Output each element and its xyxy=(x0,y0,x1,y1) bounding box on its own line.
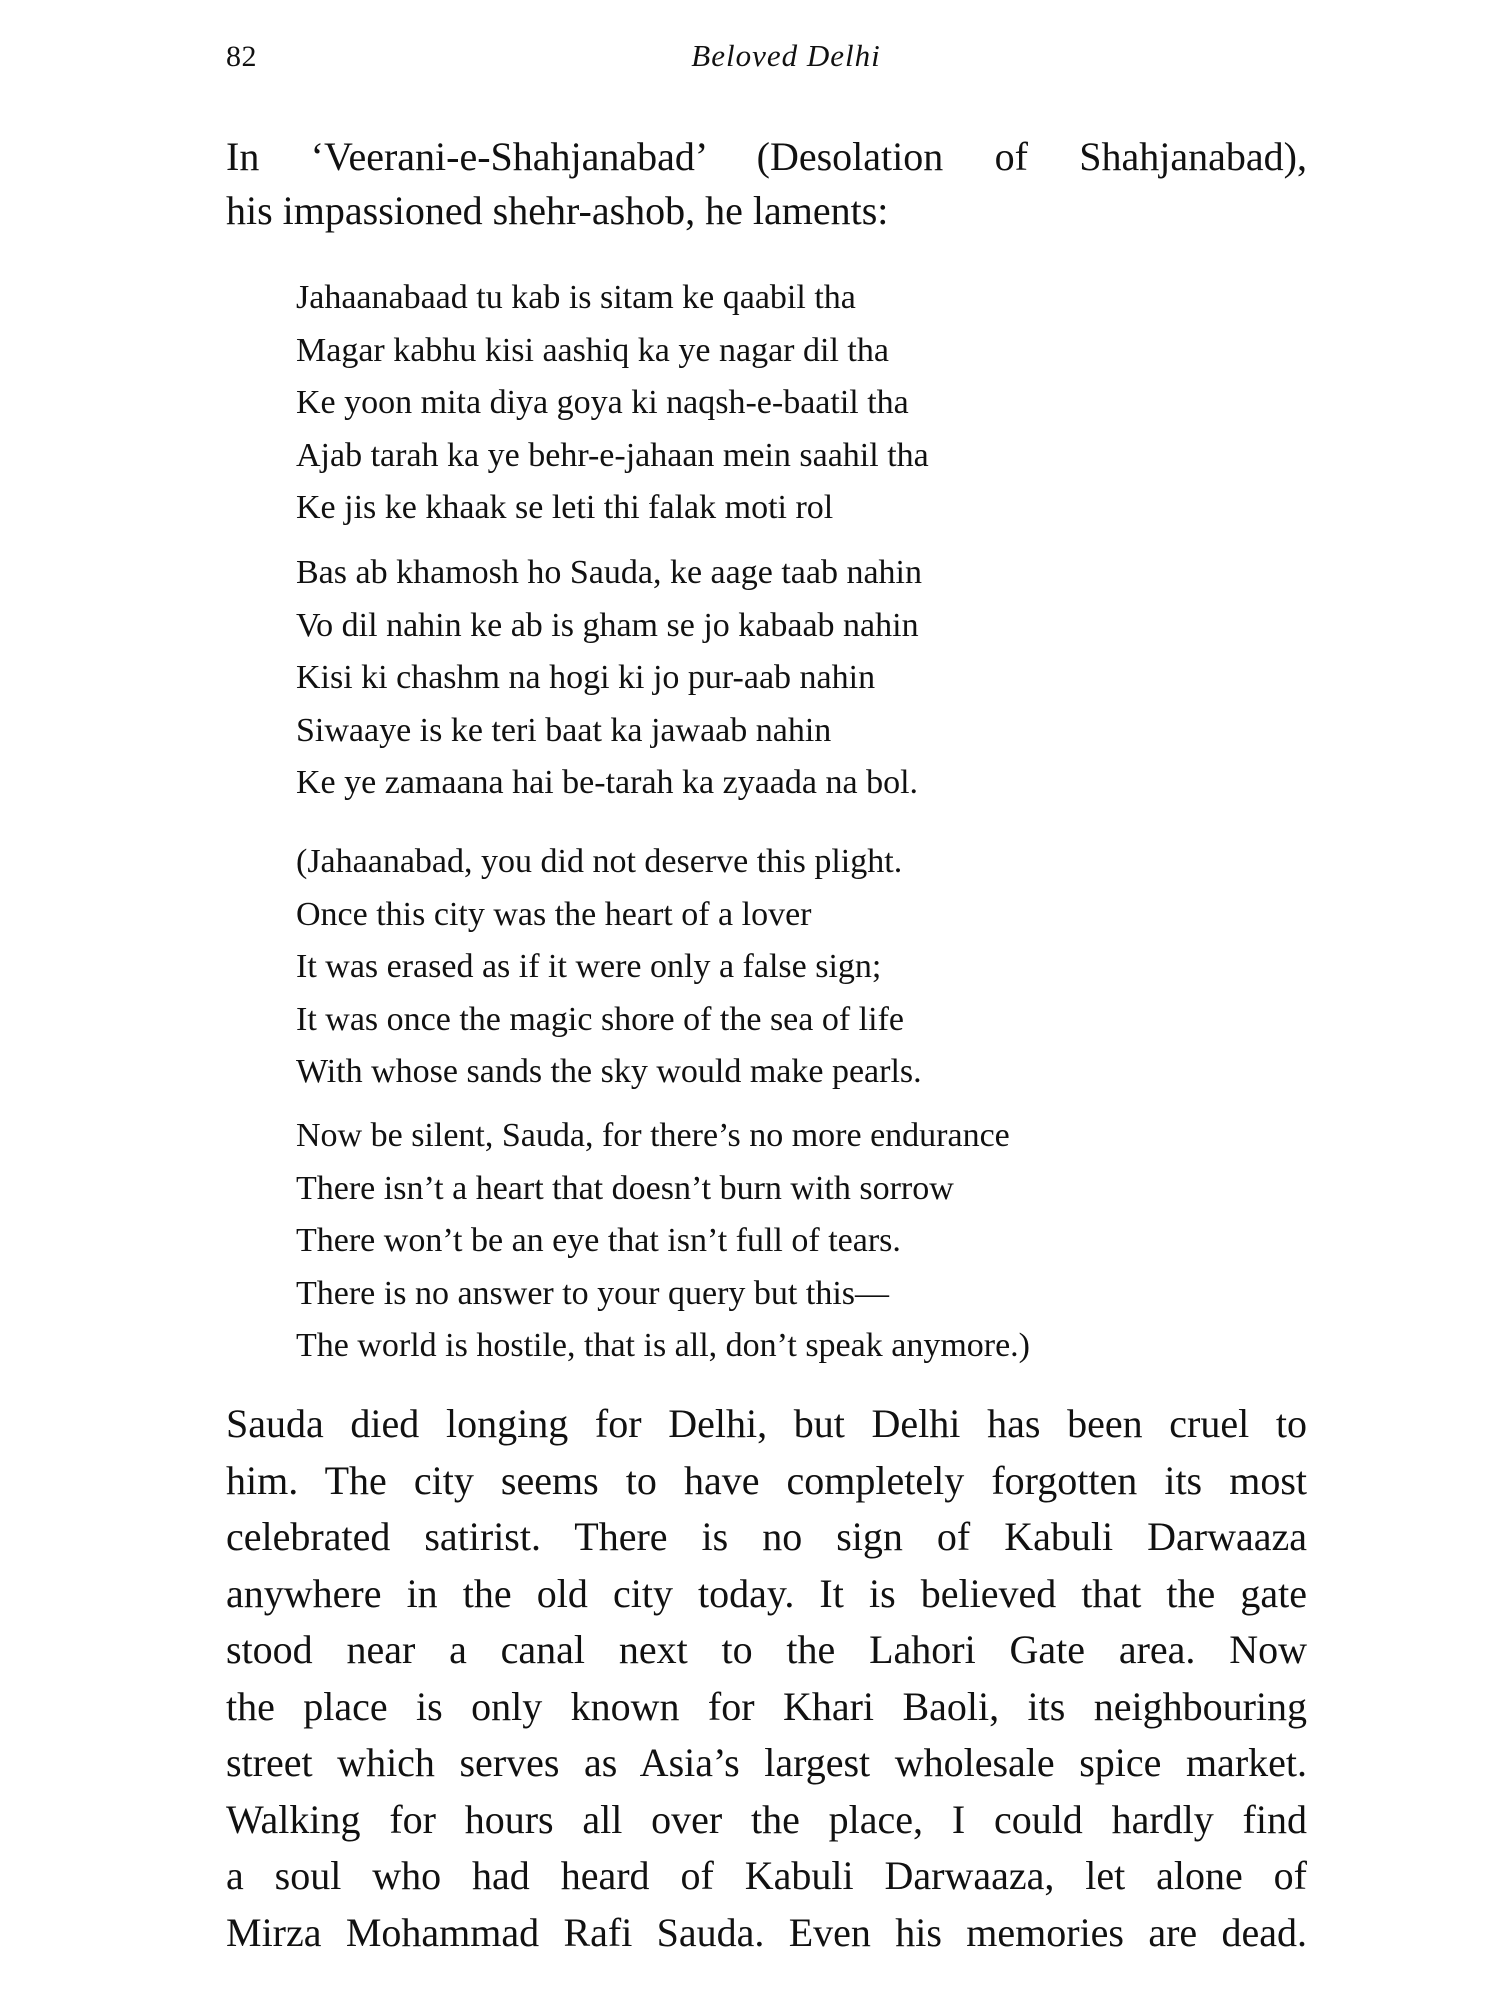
verse-line: With whose sands the sky would make pearls. xyxy=(296,1053,922,1090)
verse-line: Now be silent, Sauda, for there’s no more endurance xyxy=(296,1117,1010,1154)
body-line: stood near a canal next to the Lahori Gate area. Now xyxy=(226,1627,1307,1672)
body-line: Mirza Mohammad Rafi Sauda. Even his memories are dead. xyxy=(226,1909,1307,1955)
verse-line: The world is hostile, that is all, don’t speak anymore.) xyxy=(296,1327,1031,1364)
intro-line: In ‘Veerani-e-Shahjanabad’ (Desolation of Shahjanabad), xyxy=(226,134,1307,179)
verse-line: Vo dil nahin ke ab is gham se jo kabaab nahin xyxy=(296,606,919,644)
intro-paragraph xyxy=(226,130,1307,238)
verse-line: Bas ab khamosh ho Sauda, ke aage taab nahin xyxy=(296,554,922,591)
verse-line: There isn’t a heart that doesn’t burn with sorrow xyxy=(296,1169,954,1207)
verse-line: Ke ye zamaana hai be-tarah ka zyaada na bol. xyxy=(296,764,919,801)
page-number: 82 xyxy=(226,40,257,73)
body-line: street which serves as Asia’s largest wholesale spice market. xyxy=(226,1740,1307,1785)
body-line: a soul who had heard of Kabuli Darwaaza, let alone of xyxy=(226,1853,1307,1898)
poem-stanza-2 xyxy=(296,547,922,810)
verse-line: Jahaanabaad tu kab is sitam ke qaabil tha xyxy=(296,279,856,316)
verse-line: It was once the magic shore of the sea of life xyxy=(296,1000,904,1038)
body-line: him. The city seems to have completely forgotten its most xyxy=(226,1457,1307,1503)
body-line: celebrated satirist. There is no sign of Kabuli Darwaaza xyxy=(226,1514,1307,1559)
verse-line: (Jahaanabad, you did not deserve this plight. xyxy=(296,843,903,880)
verse-line: Ajab tarah ka ye behr-e-jahaan mein saahil tha xyxy=(296,436,929,474)
verse-line: Ke jis ke khaak se leti thi falak moti rol xyxy=(296,489,834,526)
verse-line: Once this city was the heart of a lover xyxy=(296,895,812,933)
verse-line: There won’t be an eye that isn’t full of tears. xyxy=(296,1222,901,1259)
body-paragraph xyxy=(226,1396,1307,1961)
body-line: anywhere in the old city today. It is believed that the gate xyxy=(226,1570,1307,1616)
verse-line: Magar kabhu kisi aashiq ka ye nagar dil tha xyxy=(296,331,889,369)
body-line: the place is only known for Khari Baoli, its neighbouring xyxy=(226,1683,1307,1729)
intro-line: his impassioned shehr-ashob, he laments: xyxy=(226,188,889,233)
verse-line: Ke yoon mita diya goya ki naqsh-e-baatil tha xyxy=(296,384,909,421)
poem-stanza-1 xyxy=(296,272,929,535)
body-line: Walking for hours all over the place, I could hardly find xyxy=(226,1796,1307,1842)
body-line: Sauda died longing for Delhi, but Delhi has been cruel to xyxy=(226,1401,1307,1446)
verse-line: Siwaaye is ke teri baat ka jawaab nahin xyxy=(296,711,832,749)
verse-line: Kisi ki chashm na hogi ki jo pur-aab nahin xyxy=(296,659,876,696)
translation-stanza-1 xyxy=(296,836,922,1099)
verse-line: There is no answer to your query but this— xyxy=(296,1274,889,1312)
running-head: Beloved Delhi xyxy=(691,38,881,73)
translation-stanza-2 xyxy=(296,1110,1030,1373)
verse-line: It was erased as if it were only a false sign; xyxy=(296,948,882,985)
